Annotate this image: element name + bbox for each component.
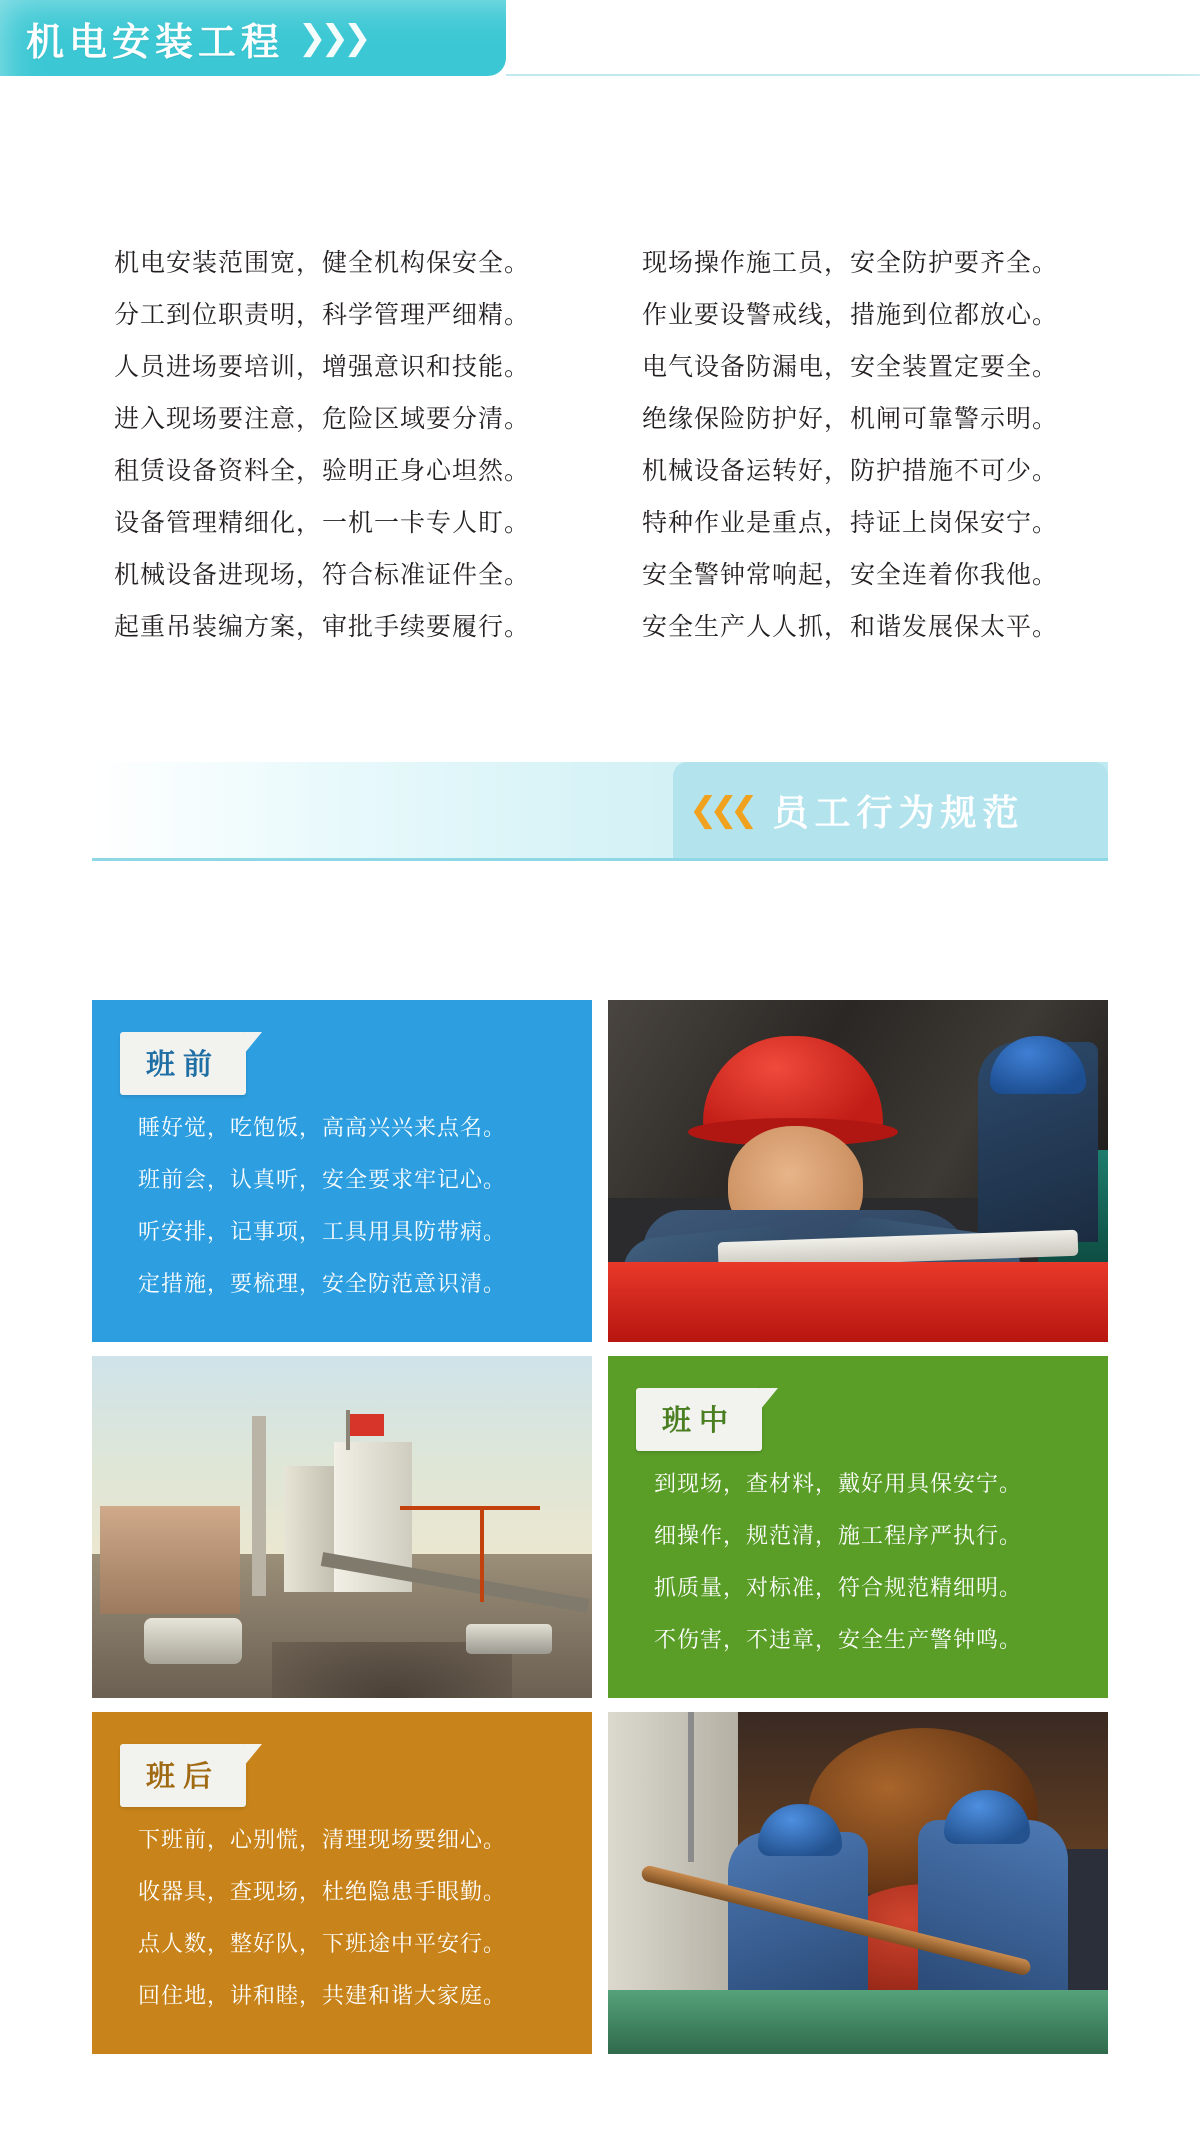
- hoist-chain: [688, 1712, 694, 1862]
- verse-line: 安全生产人人抓，和谐发展保太平。: [642, 612, 1059, 641]
- double-chevron-right-icon: ❯❯❯: [298, 18, 366, 58]
- verse-line: 绝缘保险防护好，机闸可靠警示明。: [642, 404, 1059, 433]
- card-line: 睡好觉，吃饱饭，高高兴兴来点名。: [138, 1116, 507, 1141]
- verse-column-left: [114, 250, 566, 666]
- card-line: 到现场，查材料，戴好用具保安宁。: [654, 1472, 1023, 1497]
- conduct-row-after-shift: [92, 1712, 1108, 2054]
- card-lines: [138, 1830, 572, 2038]
- photo-workers-blue-helmets: [608, 1712, 1108, 2054]
- verse-line: 机械设备运转好，防护措施不可少。: [642, 456, 1059, 485]
- card-line: 点人数，整好队，下班途中平安行。: [138, 1932, 507, 1957]
- verse-line: 租赁设备资料全，验明正身心坦然。: [114, 456, 531, 485]
- card-line: 班前会，认真听，安全要求牢记心。: [138, 1168, 507, 1193]
- card-line: 定措施，要梳理，安全防范意识清。: [138, 1272, 507, 1297]
- verse-column-right: [634, 250, 1086, 666]
- crane-mast: [480, 1506, 484, 1602]
- card-lines: [138, 1118, 572, 1326]
- verse-line: 安全警钟常响起，安全连着你我他。: [642, 560, 1059, 589]
- conduct-card-grid: [92, 1000, 1108, 2068]
- conduct-row-during-shift: [92, 1356, 1108, 1698]
- crane-jib: [400, 1506, 540, 1510]
- card-lines: [654, 1474, 1088, 1682]
- red-pipe: [608, 1262, 1108, 1342]
- card-line: 听安排，记事项，工具用具防带病。: [138, 1220, 507, 1245]
- card-tag-label: 班中: [636, 1388, 762, 1451]
- card-line: 回住地，讲和睦，共建和谐大家庭。: [138, 1984, 507, 2009]
- page-title: 机电安装工程: [26, 19, 285, 64]
- photo-silo-small: [284, 1466, 336, 1592]
- photo-tower: [252, 1416, 266, 1596]
- photo-worker-red-helmet: [608, 1000, 1108, 1342]
- card-tag-label: 班后: [120, 1744, 246, 1807]
- section-header-employee-conduct: [92, 762, 1108, 858]
- section-header-tab: [673, 762, 1108, 858]
- verse-line: 设备管理精细化，一机一卡专人盯。: [114, 508, 531, 537]
- card-tag-label: 班前: [120, 1032, 246, 1095]
- conduct-card-during-shift: [608, 1356, 1108, 1698]
- conduct-row-before-shift: [92, 1000, 1108, 1342]
- card-line: 下班前，心别慌，清理现场要细心。: [138, 1828, 507, 1853]
- page-header-banner: [0, 0, 506, 76]
- verse-line: 作业要设警戒线，措施到位都放心。: [642, 300, 1059, 329]
- green-floor: [608, 1990, 1108, 2054]
- conduct-card-before-shift: [92, 1000, 592, 1342]
- conduct-card-after-shift: [92, 1712, 592, 2054]
- site-truck: [466, 1624, 552, 1654]
- section-header-underline: [92, 858, 1108, 861]
- mixer-truck: [144, 1618, 242, 1664]
- card-line: 抓质量，对标准，符合规范精细明。: [654, 1576, 1023, 1601]
- section-title: 员工行为规范: [772, 792, 1025, 834]
- card-line: 不伤害，不违章，安全生产警钟鸣。: [654, 1628, 1023, 1653]
- verse-line: 现场操作施工员，安全防护要齐全。: [642, 248, 1059, 277]
- verse-line: 进入现场要注意，危险区域要分清。: [114, 404, 531, 433]
- header-divider: [506, 74, 1200, 76]
- red-flag-icon: [350, 1414, 384, 1436]
- card-line: 收器具，查现场，杜绝隐患手眼勤。: [138, 1880, 507, 1905]
- photo-batching-plant: [92, 1356, 592, 1698]
- verse-line: 机械设备进现场，符合标准证件全。: [114, 560, 531, 589]
- double-chevron-left-icon: ❮❮❮: [689, 790, 751, 830]
- verse-line: 人员进场要培训，增强意识和技能。: [114, 352, 531, 381]
- verse-line: 起重吊装编方案，审批手续要履行。: [114, 612, 531, 641]
- verse-section: [0, 250, 1200, 666]
- card-line: 细操作，规范清，施工程序严执行。: [654, 1524, 1023, 1549]
- verse-line: 电气设备防漏电，安全装置定要全。: [642, 352, 1059, 381]
- verse-line: 机电安装范围宽，健全机构保安全。: [114, 248, 531, 277]
- photo-building: [100, 1506, 240, 1614]
- verse-line: 分工到位职责明，科学管理严细精。: [114, 300, 531, 329]
- verse-line: 特种作业是重点，持证上岗保安宁。: [642, 508, 1059, 537]
